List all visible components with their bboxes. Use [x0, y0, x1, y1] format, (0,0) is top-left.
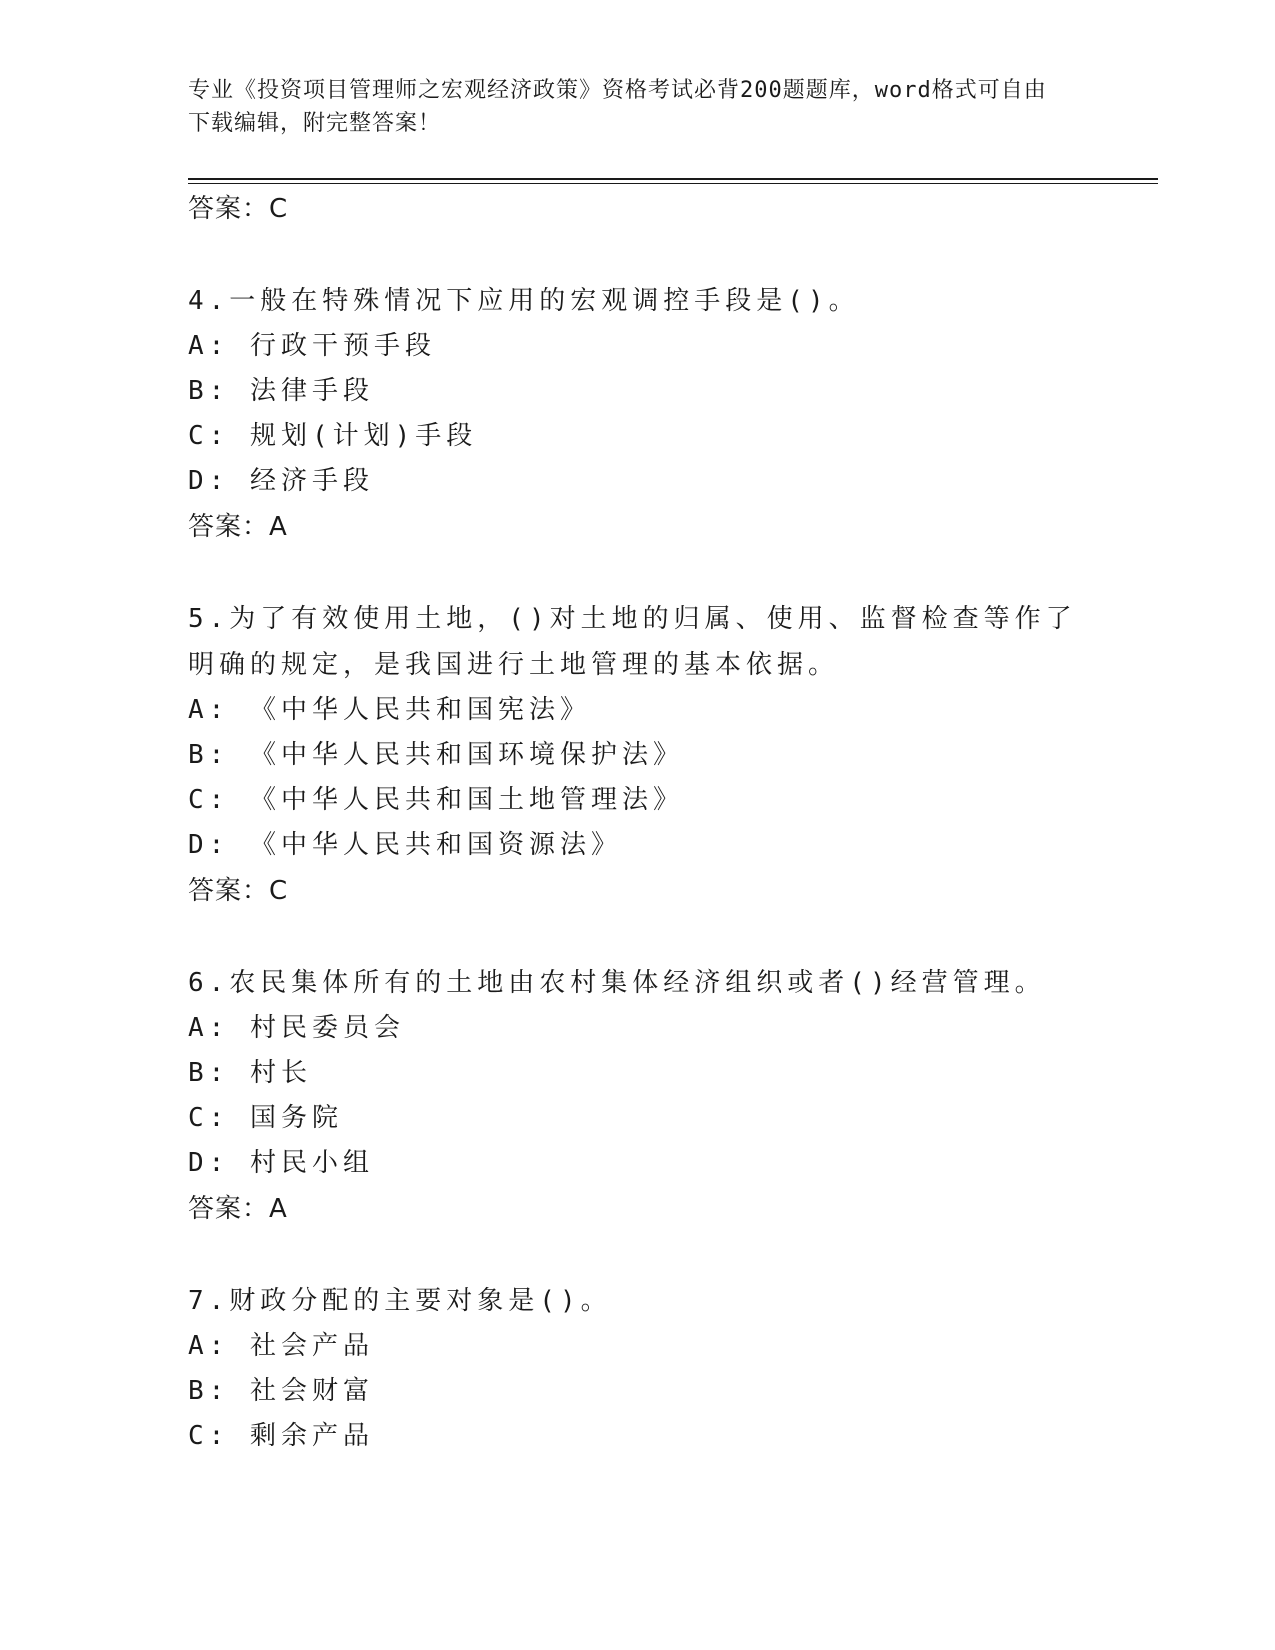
option-b: B: 社会财富: [188, 1376, 374, 1406]
question-stem: 7.财政分配的主要对象是()。: [188, 1286, 612, 1316]
question-5: [188, 596, 1088, 914]
option-b: B: 村长: [188, 1058, 312, 1088]
question-stem: 4.一般在特殊情况下应用的宏观调控手段是()。: [188, 286, 860, 316]
option-a: A: 行政干预手段: [188, 331, 436, 361]
option-a: A: 村民委员会: [188, 1013, 405, 1043]
option-b: B: 《中华人民共和国环境保护法》: [188, 740, 684, 770]
question-4: [188, 278, 1088, 550]
option-c: C: 规划(计划)手段: [188, 421, 478, 451]
document-body: [188, 186, 1088, 1505]
option-c: C: 剩余产品: [188, 1421, 374, 1451]
question-stem: 5.为了有效使用土地，()对土地的归属、使用、监督检查等作了明确的规定，是我国进行土地管理的基本依据。: [188, 604, 1077, 680]
answer-line: 答案：C: [188, 194, 289, 224]
answer-line: 答案：C: [188, 876, 289, 906]
option-c: C: 国务院: [188, 1103, 343, 1133]
question-6: [188, 960, 1088, 1232]
document-header: 专业《投资项目管理师之宏观经济政策》资格考试必背200题题库，word格式可自由下载编辑，附完整答案！: [188, 78, 1047, 136]
option-c: C: 《中华人民共和国土地管理法》: [188, 785, 684, 815]
question-7: [188, 1278, 1088, 1459]
option-d: D: 《中华人民共和国资源法》: [188, 830, 622, 860]
option-b: B: 法律手段: [188, 376, 374, 406]
question-stem: 6.农民集体所有的土地由农村集体经济组织或者()经营管理。: [188, 968, 1046, 998]
answer-line: 答案：A: [188, 512, 288, 542]
option-d: D: 村民小组: [188, 1148, 374, 1178]
option-d: D: 经济手段: [188, 466, 374, 496]
header-rule: [188, 178, 1158, 184]
answer-line: 答案：A: [188, 1194, 288, 1224]
option-a: A: 社会产品: [188, 1331, 374, 1361]
option-a: A: 《中华人民共和国宪法》: [188, 695, 591, 725]
